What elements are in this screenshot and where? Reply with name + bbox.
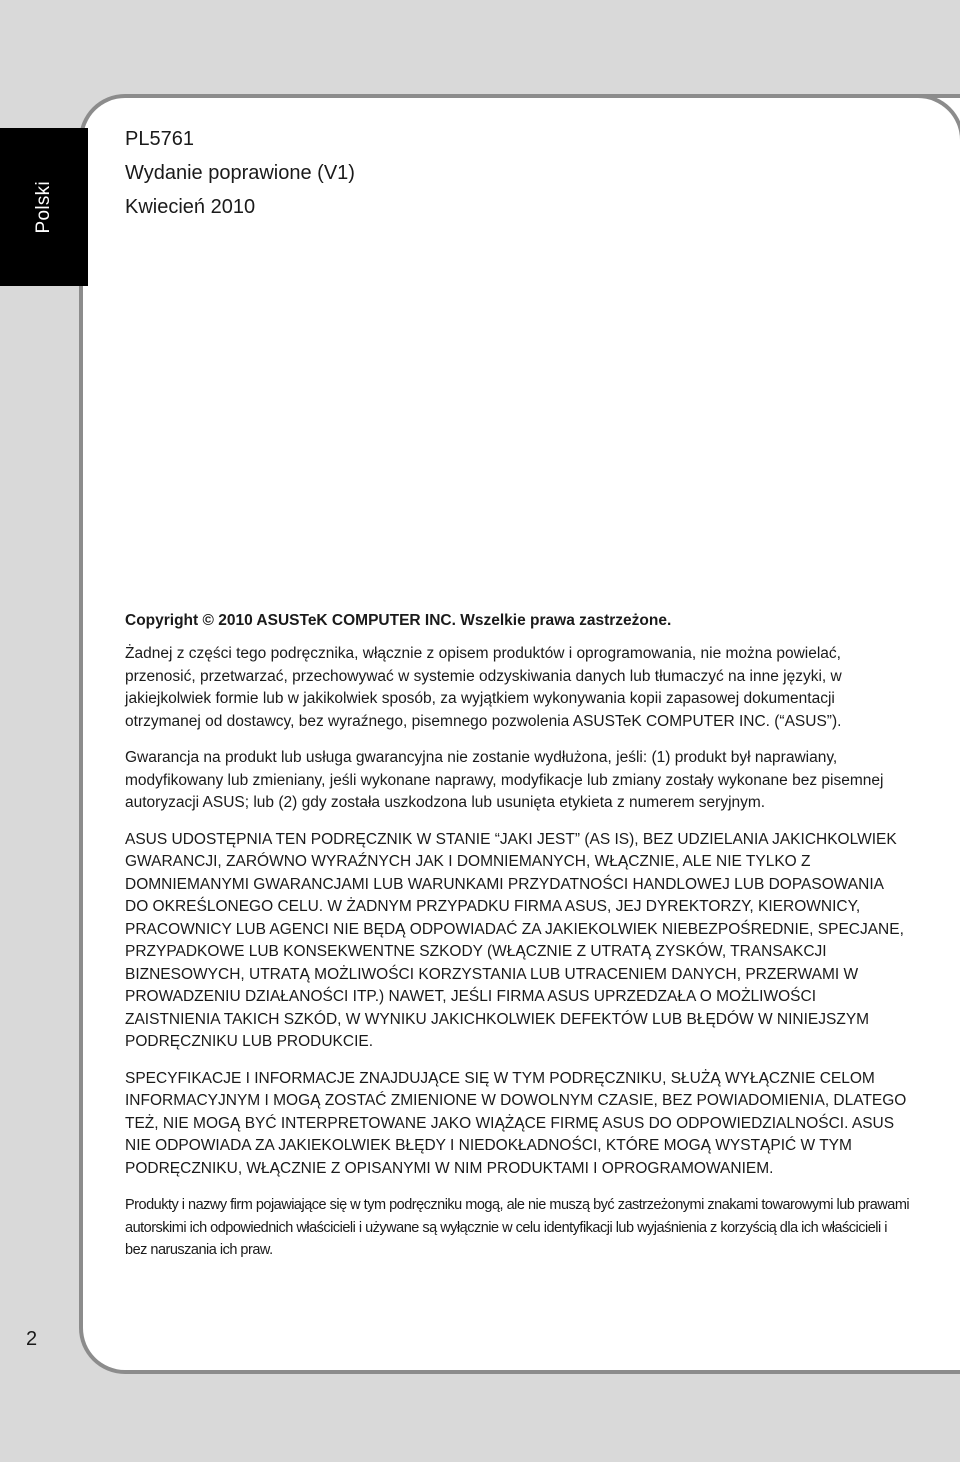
warranty-notice: Gwarancja na produkt lub usługa gwarancyjna nie zostanie wydłużona, jeśli: (1) produkt był naprawiany, modyfikowany lub zmieniany, jeśli wykonane naprawy, modyfikacje lub zmiany zostały wykonane bez pisemnej autoryzacji ASUS; lub (2) gdy została uszkodzona lub usunięta etykieta z numerem seryjnym. bbox=[125, 749, 884, 811]
model-number: PL5761 bbox=[125, 128, 194, 150]
disclaimer-notice: ASUS UDOSTĘPNIA TEN PODRĘCZNIK W STANIE “JAKI JEST” (AS IS), BEZ UDZIELANIA JAKICHKOLWIEK GWARANCJI, ZARÓWNO WYRAŹNYCH JAK I DOMNIEMANYCH, WŁĄCZNIE, ALE NIE TYLKO Z DOMNIEMANYMI GWARANCJAMI LUB WARUNKAMI PRZYDATNOŚCI HANDLOWEJ LUB DOPASOWANIA DO OKREŚLONEGO CELU. W ŻADNYM PRZYPADKU FIRMA ASUS, JEJ DYREKTORZY, KIEROWNICY, PRACOWNICY LUB AGENCI NIE BĘDĄ ODPOWIADAĆ ZA JAKIEKOLWIEK NIEBEZPOŚREDNIE, SPECJANE, PRZYPADKOWE LUB KONSEKWENTNE SZKODY (WŁĄCZNIE Z UTRATĄ ZYSKÓW, TRANSAKCJI BIZNESOWYCH, UTRATĄ MOŻLIWOŚCI KORZYSTANIA LUB UTRACENIEM DANYCH, PRZERWAMI W PROWADZENIU DZIAŁANOŚCI ITP.) NAWET, JEŚLI FIRMA ASUS UPRZEDZAŁA O MOŻLIWOŚCI ZAISTNIENIA TAKICH SZKÓD, W WYNIKU JAKICHKOLWIEK DEFEKTÓW LUB BŁĘDÓW W NINIEJSZYM PODRĘCZNIKU LUB PRODUKCIE. bbox=[125, 830, 904, 1050]
edition: Wydanie poprawione (V1) bbox=[125, 162, 355, 184]
language-tab bbox=[0, 128, 88, 286]
document-header bbox=[125, 122, 355, 224]
page-number: 2 bbox=[26, 1328, 38, 1350]
copyright-line: Copyright © 2010 ASUSTeK COMPUTER INC. Wszelkie prawa zastrzeżone. bbox=[125, 612, 672, 629]
reproduction-notice: Żadnej z części tego podręcznika, włącznie z opisem produktów i oprogramowania, nie można powielać, przenosić, przetwarzać, przechowywać w systemie odzyskiwania danych lub tłumaczyć na inne języki, w jakiejkolwiek formie lub w jakikolwiek sposób, za wyjątkiem wykonywania kopii zapasowej dokumentacji otrzymanej od dostawcy, bez wyraźnego, pisemnego pozwolenia ASUSTeK COMPUTER INC. (“ASUS”). bbox=[125, 645, 842, 730]
specifications-notice: SPECYFIKACJE I INFORMACJE ZNAJDUJĄCE SIĘ W TYM PODRĘCZNIKU, SŁUŻĄ WYŁĄCZNIE CELOM INFORMACYJNYM I MOGĄ ZOSTAĆ ZMIENIONE W DOWOLNYM CZASIE, BEZ POWIADOMIENIA, DLATEGO TEŻ, NIE MOGĄ BYĆ INTERPRETOWANE JAKO WIĄŻĄCE FIRMĘ ASUS DO ODPOWIEDZIALNOŚCI. ASUS NIE ODPOWIADA ZA JAKIEKOLWIEK BŁĘDY I NIEDOKŁADNOŚCI, KTÓRE MOGĄ WYSTĄPIĆ W TYM PODRĘCZNIKU, WŁĄCZNIE Z OPISANYMI W NIM PRODUKTAMI I OPROGRAMOWANIEM. bbox=[125, 1069, 907, 1177]
legal-notice bbox=[125, 609, 910, 1262]
trademark-notice: Produkty i nazwy firm pojawiające się w tym podręczniku mogą, ale nie muszą być zastrzeżonymi znakami towarowymi lub prawami autorskimi ich odpowiednich właścicieli i używane są wyłącznie w celu identyfikacji lub wyjaśnienia z korzyścią dla ich właścicieli i bez naruszania ich praw. bbox=[125, 1197, 910, 1258]
publication-date: Kwiecień 2010 bbox=[125, 196, 256, 218]
language-tab-label: Polski bbox=[33, 180, 54, 234]
